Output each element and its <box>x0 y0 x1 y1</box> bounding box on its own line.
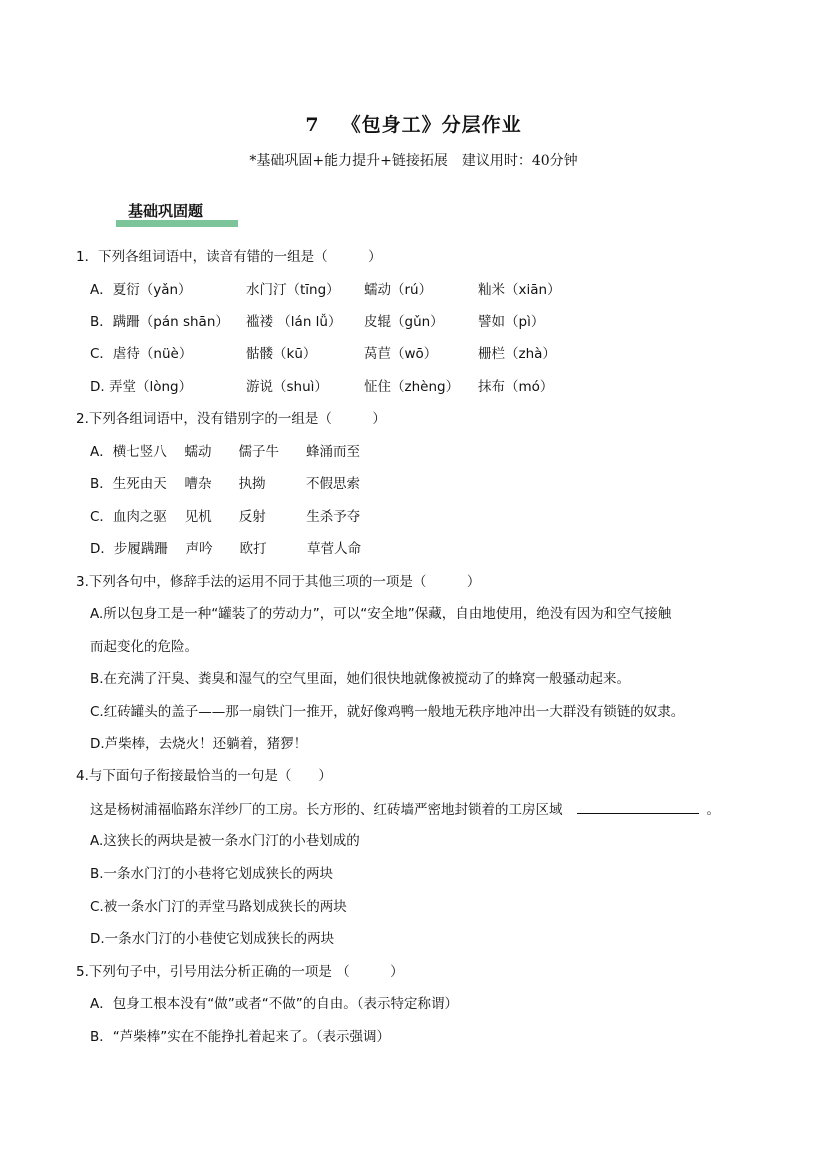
q4-option-a: A.这狭长的两块是被一条水门汀的小巷划成的 <box>90 833 360 849</box>
q1-row-c-2: 骷髅（kū） <box>246 346 317 362</box>
q3-option-b: B.在充满了汗臭、粪臭和湿气的空气里面，她们很快地就像被搅动了的蜂窝一般骚动起来。 <box>90 671 631 687</box>
q1-row-c-3: 莴苣（wō） <box>364 346 438 362</box>
section-heading <box>128 200 203 221</box>
q1-row-d-1: D. 弄堂（lòng） <box>90 379 193 395</box>
q1-row-a-3: 蠕动（rú） <box>364 282 433 298</box>
question-5-stem: 5.下列句子中，引号用法分析正确的一项是 （ ） <box>76 964 404 980</box>
q3-option-a-line1: A.所以包身工是一种“罐装了的劳动力”，可以“安全地”保藏，自由地使用，绝没有因为和空气接触 <box>90 606 672 622</box>
q1-row-c-1: C．虐待（nüè） <box>90 346 193 362</box>
section-label: 基础巩固题 <box>128 202 204 220</box>
q1-row-b-2: 褴褛 （lán lǚ） <box>246 314 342 330</box>
q1-row-c-4: 栅栏（zhà） <box>478 346 556 362</box>
q2-option-b: B．生死由天 嘈杂 执拗 不假思索 <box>90 476 361 492</box>
q3-option-c: C.红砖罐头的盖子——那一扇铁门一推开，就好像鸡鸭一般地无秩序地冲出一大群没有锁链的奴隶。 <box>90 704 685 720</box>
section-underline <box>116 220 238 227</box>
q2-option-c: C．血肉之驱 见机 反射 生杀予夺 <box>90 509 361 525</box>
lesson-title: 《包身工》分层作业 <box>341 114 522 136</box>
q1-row-b-1: B．蹒跚（pán shān） <box>90 314 229 330</box>
q2-option-a: A．横七竖八 蠕动 儒子牛 蜂涌而至 <box>90 444 361 460</box>
q5-option-b: B．“芦柴棒”实在不能挣扎着起来了。（表示强调） <box>90 1029 390 1045</box>
q1-row-a-4: 籼米（xiān） <box>478 282 561 298</box>
q4-option-c: C.被一条水门汀的弄堂马路划成狭长的两块 <box>90 899 347 915</box>
q4-passage <box>90 799 720 820</box>
q1-row-b-3: 皮辊（gǔn） <box>364 314 444 330</box>
q3-option-a-line2: 而起变化的危险。 <box>90 639 198 655</box>
q1-row-d-3: 怔住（zhèng） <box>364 379 460 395</box>
page-subtitle: *基础巩固+能力提升+链接拓展 建议用时：40分钟 <box>249 153 578 169</box>
q4-passage-text: 这是杨树浦福临路东洋纱厂的工房。长方形的、红砖墙严密地封锁着的工房区域 <box>90 802 563 818</box>
q2-option-d: D．步履蹒跚 声吟 欧打 草菅人命 <box>90 541 362 557</box>
q1-row-d-4: 抹布（mó） <box>478 379 554 395</box>
q5-option-a: A．包身工根本没有“做”或者“不做”的自由。（表示特定称谓） <box>90 996 458 1012</box>
q1-row-d-2: 游说（shuì） <box>246 379 328 395</box>
question-4-stem: 4.与下面句子衔接最恰当的一句是（ ） <box>76 768 332 784</box>
question-1-stem: 1．下列各组词语中，读音有错的一组是（ ） <box>76 249 382 265</box>
answer-blank[interactable] <box>577 799 699 814</box>
q4-option-b: B.一条水门汀的小巷将它划成狭长的两块 <box>90 866 334 882</box>
lesson-number: 7 <box>305 114 320 136</box>
q4-passage-end: 。 <box>706 802 720 818</box>
q3-option-d: D.芦柴棒，去烧火！还躺着，猪猡！ <box>90 736 308 752</box>
q1-row-a-2: 水门汀（tīng） <box>246 282 340 298</box>
question-3-stem: 3.下列各句中，修辞手法的运用不同于其他三项的一项是（ ） <box>76 574 481 590</box>
page-title <box>0 110 827 137</box>
q4-option-d: D.一条水门汀的小巷使它划成狭长的两块 <box>90 931 335 947</box>
q1-row-b-4: 譬如（pì） <box>478 314 545 330</box>
q1-row-a-1: A．夏衍（yǎn） <box>90 282 192 298</box>
question-2-stem: 2.下列各组词语中，没有错别字的一组是（ ） <box>76 411 386 427</box>
